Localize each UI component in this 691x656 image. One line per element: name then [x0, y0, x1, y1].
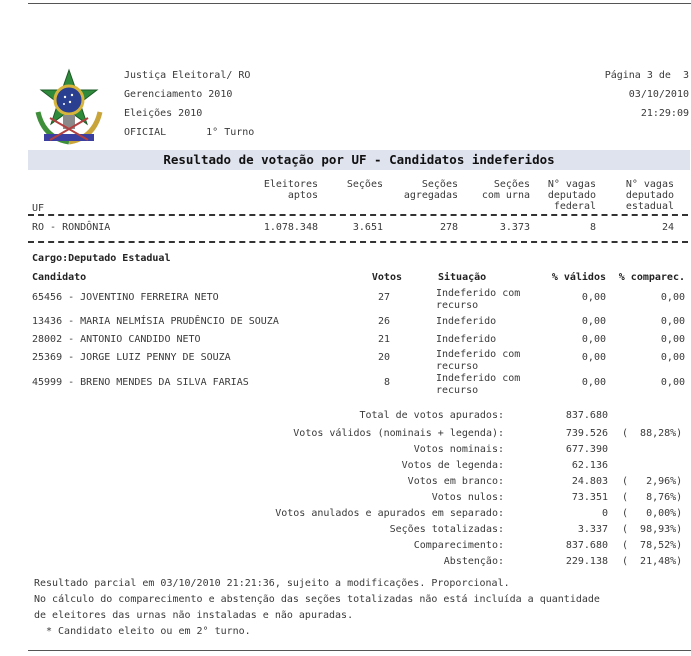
totals-value: 677.390 [565, 444, 608, 455]
candidate-status: Indeferido com recurso [436, 349, 521, 372]
totals-pct: ( 8,76%) [622, 492, 683, 503]
totals-value: 837.680 [565, 410, 608, 421]
totals-value: 0 [601, 508, 608, 519]
totals-value: 24.803 [571, 476, 608, 487]
totals-label: Comparecimento: [413, 540, 504, 551]
uf-col-header: UF [32, 203, 45, 214]
totals-pct: ( 78,52%) [622, 540, 683, 551]
header-time: 21:29:09 [640, 108, 689, 119]
secoes-agregadas-col-header: Seções agregadas [403, 179, 458, 201]
totals-value: 837.680 [565, 540, 608, 551]
candidate-votes: 8 [383, 377, 390, 388]
candidate-votes: 27 [377, 292, 390, 303]
candidate-status: Indeferido [436, 334, 497, 345]
totals-label: Votos válidos (nominais + legenda): [293, 428, 504, 439]
report-title: Resultado de votação por UF - Candidatos indeferidos [163, 152, 555, 167]
totals-value: 73.351 [571, 492, 608, 503]
candidate-votes: 26 [377, 316, 390, 327]
candidate-valid-pct: 0,00 [581, 352, 606, 363]
comparec-col-header: % comparec. [618, 272, 685, 283]
secoes-col-header: Seções [346, 179, 383, 190]
votos-col-header: Votos [371, 272, 402, 283]
candidate-valid-pct: 0,00 [581, 316, 606, 327]
top-rule [28, 3, 691, 4]
candidate-name: 25369 - JORGE LUIZ PENNY DE SOUZA [32, 352, 231, 363]
totals-pct: ( 2,96%) [622, 476, 683, 487]
candidato-col-header: Candidato [32, 272, 87, 283]
header-org: Justiça Eleitoral/ RO [124, 70, 251, 81]
header-status-line [124, 123, 254, 142]
eleitores-col-header: Eleitores aptos [263, 179, 318, 201]
totals-value: 3.337 [577, 524, 608, 535]
secoes-urna-col-header: Seções com urna [481, 179, 530, 201]
vagas-federal-cell: 8 [589, 222, 596, 233]
totals-label: Seções totalizadas: [389, 524, 504, 535]
candidate-valid-pct: 0,00 [581, 377, 606, 388]
totals-pct: ( 0,00%) [622, 508, 683, 519]
cargo-label: Cargo: [32, 253, 69, 264]
candidate-compar-pct: 0,00 [660, 352, 685, 363]
candidate-status: Indeferido com recurso [436, 288, 521, 311]
footer-legend: * Candidato eleito ou em 2° turno. [46, 626, 251, 637]
header-election: Eleições 2010 [124, 108, 203, 119]
vagas-estadual-cell: 24 [661, 222, 674, 233]
footer-note-1: Resultado parcial em 03/10/2010 21:21:36, sujeito a modificações. Proporcional. [34, 578, 510, 589]
totals-pct: ( 21,48%) [622, 556, 683, 567]
candidate-valid-pct: 0,00 [581, 334, 606, 345]
totals-pct: ( 88,28%) [622, 428, 683, 439]
header-system: Gerenciamento 2010 [124, 89, 233, 100]
totals-label: Total de votos apurados: [359, 410, 504, 421]
header-date: 03/10/2010 [628, 89, 689, 100]
totals-label: Abstenção: [443, 556, 504, 567]
totals-value: 62.136 [571, 460, 608, 471]
secoes-agregadas-cell: 278 [439, 222, 458, 233]
header-right [605, 66, 689, 123]
bottom-rule [28, 650, 691, 651]
candidate-status: Indeferido [436, 316, 497, 327]
footer-note-3: de eleitores das urnas não instaladas e não apuradas. [34, 610, 354, 621]
candidate-valid-pct: 0,00 [581, 292, 606, 303]
totals-value: 229.138 [565, 556, 608, 567]
brazil-coat-of-arms-icon [30, 68, 108, 146]
totals-label: Votos de legenda: [401, 460, 504, 471]
secoes-cell: 3.651 [352, 222, 383, 233]
candidate-compar-pct: 0,00 [660, 377, 685, 388]
candidate-name: 45999 - BRENO MENDES DA SILVA FARIAS [32, 377, 249, 388]
header-status: OFICIAL [124, 127, 167, 138]
header-page: Página 3 de 3 [604, 70, 689, 81]
dashed-rule-top [28, 214, 688, 216]
candidate-votes: 20 [377, 352, 390, 363]
cargo-line [32, 253, 170, 264]
totals-pct: ( 98,93%) [622, 524, 683, 535]
header-left [124, 66, 254, 142]
totals-value: 739.526 [565, 428, 608, 439]
candidate-name: 28002 - ANTONIO CANDIDO NETO [32, 334, 201, 345]
secoes-urna-cell: 3.373 [499, 222, 530, 233]
eleitores-cell: 1.078.348 [263, 222, 318, 233]
candidate-compar-pct: 0,00 [660, 334, 685, 345]
uf-cell: RO - RONDÔNIA [32, 222, 111, 233]
candidate-status: Indeferido com recurso [436, 373, 521, 396]
candidate-votes: 21 [377, 334, 390, 345]
totals-label: Votos nulos: [431, 492, 504, 503]
situacao-col-header: Situação [438, 272, 487, 283]
footer-note-2: No cálculo do comparecimento e abstenção das seções totalizadas não está incluída a quantidade [34, 594, 600, 605]
candidate-compar-pct: 0,00 [660, 316, 685, 327]
header-round: 1° Turno [206, 127, 255, 138]
validos-col-header: % válidos [551, 272, 606, 283]
cargo-value: Deputado Estadual [68, 253, 171, 264]
vagas-federal-col-header: N° vagas deputado federal [547, 179, 596, 212]
candidate-name: 13436 - MARIA NELMÍSIA PRUDÊNCIO DE SOUZA [32, 316, 279, 327]
vagas-estadual-col-header: N° vagas deputado estadual [625, 179, 674, 212]
candidate-name: 65456 - JOVENTINO FERREIRA NETO [32, 292, 219, 303]
totals-label: Votos nominais: [413, 444, 504, 455]
totals-label: Votos em branco: [407, 476, 504, 487]
dashed-rule-bottom [28, 241, 688, 243]
totals-label: Votos anulados e apurados em separado: [275, 508, 504, 519]
candidate-compar-pct: 0,00 [660, 292, 685, 303]
